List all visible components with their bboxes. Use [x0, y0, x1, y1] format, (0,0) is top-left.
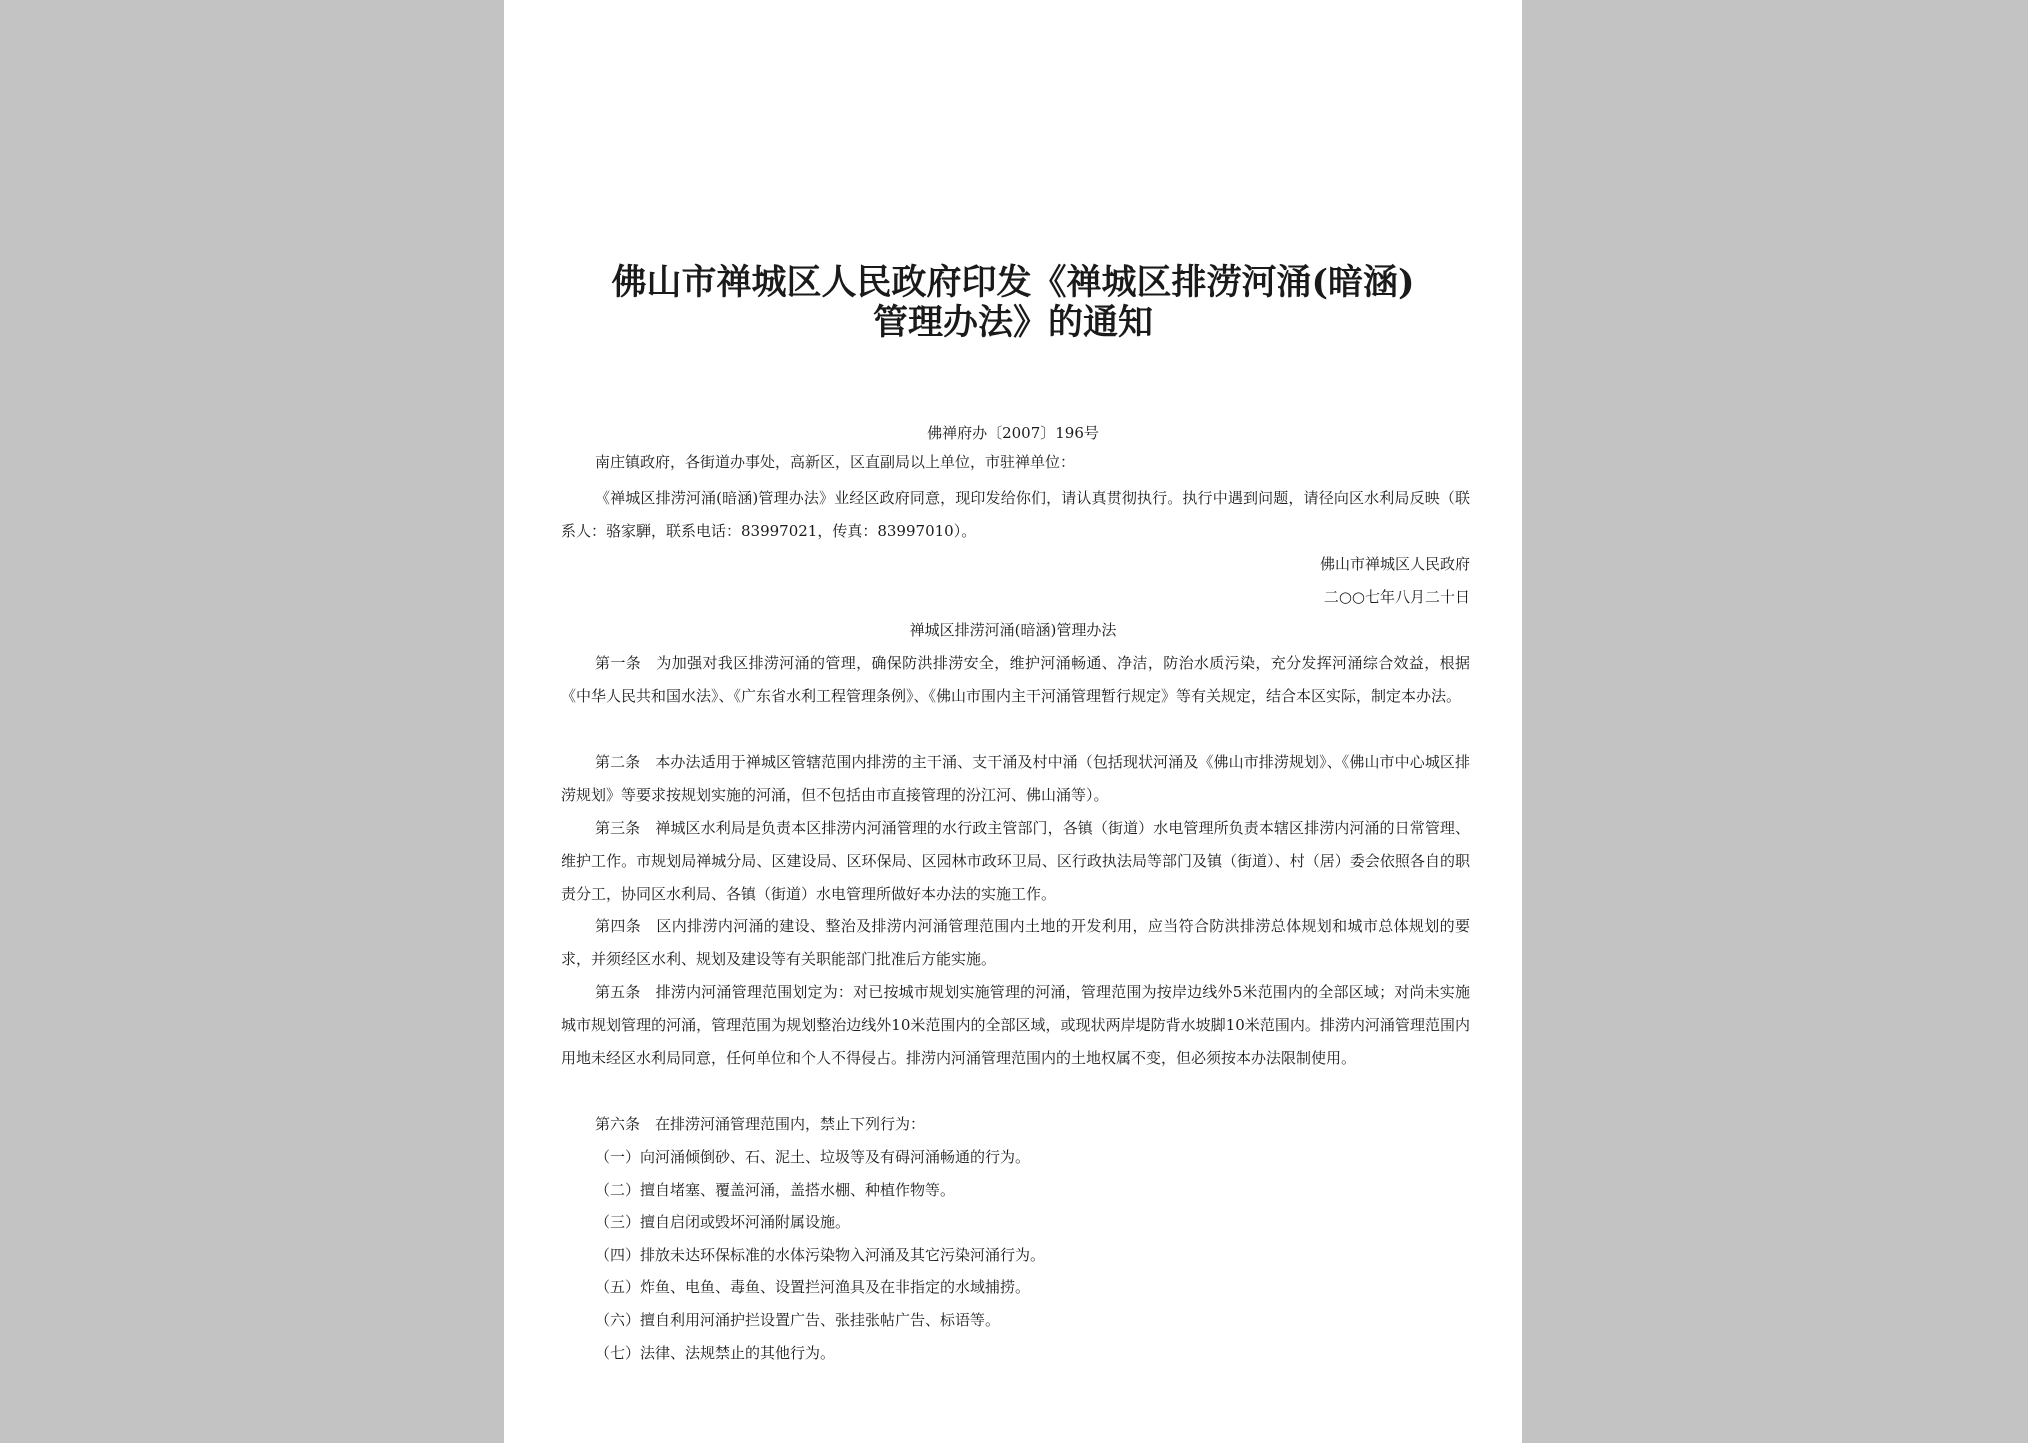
- document-number: 佛禅府办〔2007〕196号: [927, 424, 1099, 442]
- issuer: 佛山市禅城区人民政府: [1319, 555, 1470, 573]
- title-line-2: 管理办法》的通知: [872, 302, 1153, 343]
- document-page: [504, 0, 1522, 1443]
- intro-paragraph: 《禅城区排涝河涌(暗涵)管理办法》业经区政府同意，现印发给你们，请认真贯彻执行。执行中遇到问题，请径向区水利局反映（联系人：骆家騨，联系电话：83997021，传真：83997010）。: [561, 489, 1470, 540]
- measures-title: 禅城区排涝河涌(暗涵)管理办法: [909, 621, 1117, 639]
- recipients: 南庄镇政府，各街道办事处，高新区，区直副局以上单位，市驻禅单位：: [595, 453, 1076, 471]
- document-title: [504, 263, 1522, 343]
- list-item: （四）排放未达环保标准的水体污染物入河涌及其它污染河涌行为。: [595, 1245, 1046, 1264]
- article-3: 第三条 禅城区水利局是负责本区排涝内河涌管理的水行政主管部门，各镇（街道）水电管理所负责本辖区排涝内河涌的日常管理、维护工作。市规划局禅城分局、区建设局、区环保局、区园林市政环卫局、区行政执法局等部门及镇（街道）、村（居）委会依照各自的职责分工，协同区水利局、各镇（街道）水电管理所做好本办法的实施工作。: [561, 819, 1470, 903]
- article-2: 第二条 本办法适用于禅城区管辖范围内排涝的主干涌、支干涌及村中涌（包括现状河涌及《佛山市排涝规划》、《佛山市中心城区排涝规划》等要求按规划实施的河涌，但不包括由市直接管理的汾江河、佛山涌等）。: [561, 753, 1470, 804]
- list-item: （六）擅自利用河涌护拦设置广告、张挂张帖广告、标语等。: [595, 1310, 1001, 1329]
- issue-date: 二○○七年八月二十日: [1323, 588, 1470, 606]
- title-line-1: 佛山市禅城区人民政府印发《禅城区排涝河涌(暗涵): [611, 262, 1415, 303]
- prohibited-list: [595, 1141, 1045, 1369]
- list-item: （二）擅自堵塞、覆盖河涌，盖搭水棚、种植作物等。: [595, 1180, 956, 1199]
- list-item: （一）向河涌倾倒砂、石、泥土、垃圾等及有碍河涌畅通的行为。: [595, 1148, 1031, 1166]
- list-item: （七）法律、法规禁止的其他行为。: [595, 1343, 836, 1362]
- article-1: 第一条 为加强对我区排涝河涌的管理，确保防洪排涝安全，维护河涌畅通、净洁，防治水质污染，充分发挥河涌综合效益，根据《中华人民共和国水法》、《广东省水利工程管理条例》、《佛山市围内主干河涌管理暂行规定》等有关规定，结合本区实际，制定本办法。: [561, 654, 1470, 705]
- article-4: 第四条 区内排涝内河涌的建设、整治及排涝内河涌管理范围内土地的开发利用，应当符合防洪排涝总体规划和城市总体规划的要求，并须经区水利、规划及建设等有关职能部门批准后方能实施。: [561, 917, 1470, 968]
- list-item: （三）擅自启闭或毁坏河涌附属设施。: [595, 1213, 851, 1232]
- article-5: 第五条 排涝内河涌管理范围划定为：对已按城市规划实施管理的河涌，管理范围为按岸边线外5米范围内的全部区域；对尚未实施城市规划管理的河涌，管理范围为规划整治边线外10米范围内的全部区域，或现状两岸堤防背水坡脚10米范围内。排涝内河涌管理范围内用地未经区水利局同意，任何单位和个人不得侵占。排涝内河涌管理范围内的土地权属不变，但必须按本办法限制使用。: [561, 983, 1470, 1067]
- article-6: 第六条 在排涝河涌管理范围内，禁止下列行为：: [595, 1115, 926, 1133]
- list-item: （五）炸鱼、电鱼、毒鱼、设置拦河渔具及在非指定的水域捕捞。: [595, 1278, 1031, 1297]
